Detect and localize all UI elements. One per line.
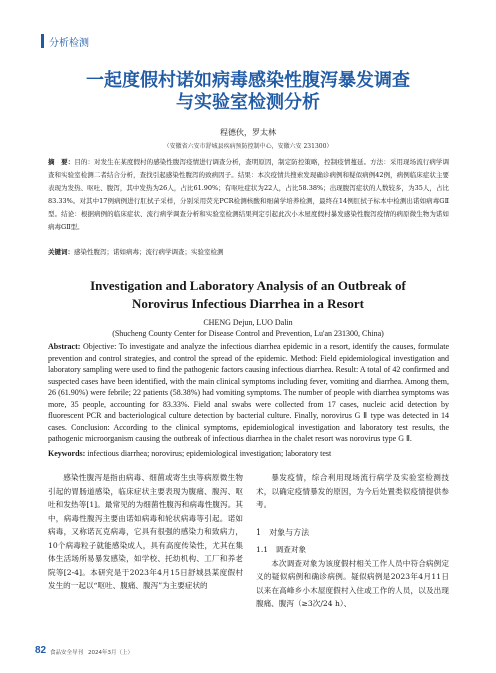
section-label: 分析检测	[49, 38, 89, 49]
section-marker	[41, 34, 44, 48]
body-right-column	[256, 471, 449, 611]
authors-cn: 程德伙，罗太林	[220, 128, 276, 137]
affiliation-en: (Shucheng County Center for Disease Control and Prevention, Lu'an 231300, China)	[112, 329, 384, 338]
heading-1: 1 对象与方法	[256, 527, 310, 537]
keywords-cn-label: 关键词：	[48, 248, 74, 256]
title-cn-line-2: 与实验室检测分析	[176, 92, 320, 113]
heading-1-1: 1.1 调查对象	[256, 545, 307, 554]
body-right-1-1: 本次调查对象为该度假村相关工作人员中符合病例定义的疑似病例和确诊病例。疑似病例是2023年4月11日以来在高峰乡小木屋度假村入住或工作的人员，以及出现腹痛、腹泻（≥3次/24 h）、	[256, 558, 449, 608]
abstract-cn	[48, 156, 449, 234]
abstract-cn-label: 摘 要：	[48, 158, 75, 166]
abstract-en-label: Abstract:	[48, 342, 81, 351]
authors-en: CHENG Dejun, LUO Dalin	[203, 318, 293, 327]
body-right-intro: 暴发疫情，综合利用现场流行病学及实验室检测技术，以确定疫情暴发的原因，为今后处置类似疫情提供参考。	[256, 473, 449, 509]
abstract-en	[48, 341, 449, 445]
title-en-line-2: Norovirus Infectious Diarrhea in a Resort	[132, 296, 364, 311]
journal-footer	[50, 648, 133, 656]
affiliation-cn: （安徽省六安市舒城县疾病预防控制中心，安徽六安 231300）	[163, 143, 333, 150]
keywords-cn	[48, 247, 449, 256]
body-left-column: 感染性腹泻是指由病毒、细菌或寄生虫等病原微生物引起的胃肠道感染，临床症状主要表现为腹痛、腹泻、呕吐和发热等[1]。最常见的为细菌性腹泻和病毒性腹泻。其中，病毒性腹泻主要由诺如病毒和轮状病毒等引起。诺如病毒，又称诺瓦克病毒，它具有很强的感染力和致病力，10个病毒粒子就能感染成人，具有高度传染性，尤其在集体生活场所易暴发感染，如学校、托幼机构、工厂和养老院等[2-4]。本研究是于2023年4月15日舒城县某度假村发生的一起以“呕吐、腹痛、腹泻”为主要症状的	[48, 473, 243, 590]
abstract-en-text: Objective: To investigate and analyze the infectious diarrhea epidemic in a resort, identify the causes, formulate prevention and control strategies, and control the spread of the epidemic. Method: Field epidemiological investigation and laboratory sampling were used to find the pathogenic factors causing infectious diarrhea. Result: A total of 42 confirmed and suspected cases have been identified, with the main clinical symptoms including fever, vomiting and diarrhea. Among them, 26 (61.90%) were febrile; 22 patients (58.38%) had vomiting symptoms. The number of people with diarrhea symptoms was more, 35 people, accounting for 83.33%. Field anal swabs were collected from 17 cases, nucleic acid detection by fluorescent PCR and bacteriological culture detection by bacterial culture. Finally, norovirus G Ⅱ type was detected in 14 cases. Conclusion: According to the clinical symptoms, epidemiological investigation and laboratory test results, the pathogenic microorganism causing the outbreak of infectious diarrhea in the chalet resort was norovirus type G Ⅱ.	[48, 342, 449, 443]
page-number: 82	[35, 645, 47, 656]
keywords-cn-text: 感染性腹泻；诺如病毒；流行病学调查；实验室检测	[74, 248, 224, 256]
abstract-cn-text: 目的：对发生在某度假村的感染性腹泻疫情进行调查分析，查明原因，制定防控策略，控制疫情蔓延。方法：采用现场流行病学调查和实验室检测二者结合分析，查找引起感染性腹泻的致病因子。结果：本次疫情共搜索发现确诊病例和疑似病例42例，病例临床症状主要表现为发热、呕吐、腹泻，其中发热为26人，占比61.90%；有呕吐症状为22人，占比58.38%；出现腹泻症状的人数较多，为35人，占比83.33%。对其中17例病例进行肛拭子采样，分别采用荧光PCR检测核酸和细菌学培养检测，最终在14例肛拭子标本中检测出诺如病毒GⅡ型。结论：根据病例的临床症状、流行病学调查分析和实验室检测结果判定引起此次小木屋度假村暴发感染性腹泻疫情的病原微生物为诺如病毒GⅡ型。	[48, 158, 450, 231]
journal-name: 食品安全导刊	[50, 650, 84, 656]
keywords-en-text: infectious diarrhea; norovirus; epidemiological investigation; laboratory test	[85, 449, 332, 458]
journal-issue: 2024年3月（上）	[88, 650, 134, 656]
title-cn-line-1: 一起度假村诺如病毒感染性腹泻暴发调查	[86, 70, 410, 91]
title-en-line-1: Investigation and Laboratory Analysis of an Outbreak of	[90, 278, 406, 293]
keywords-en-label: Keywords:	[48, 449, 86, 458]
keywords-en	[48, 449, 449, 458]
